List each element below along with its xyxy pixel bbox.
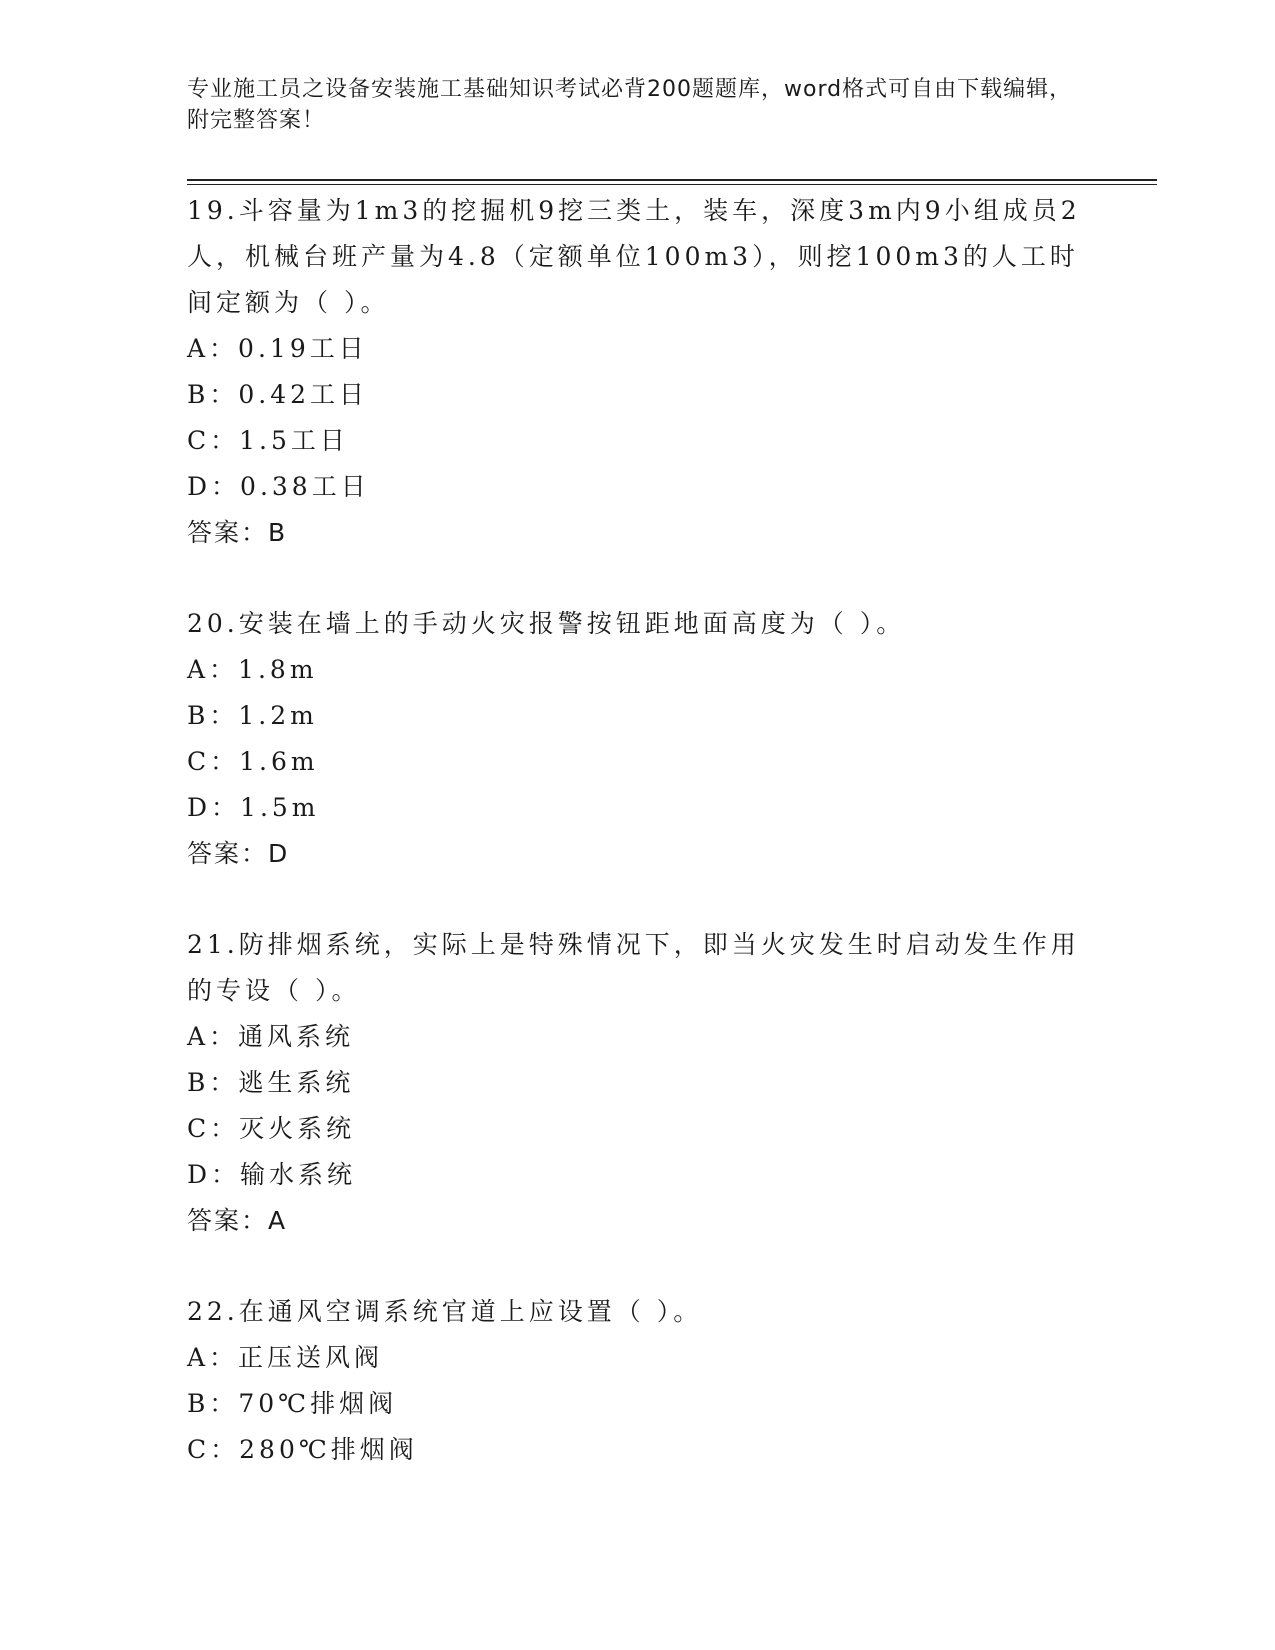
option-a: A：通风系统 <box>187 1022 355 1051</box>
answer-label: 答案：D <box>187 839 290 868</box>
header-rule-thin <box>187 184 1157 185</box>
option-c: C：1.6m <box>187 747 319 776</box>
option-a: A：正压送风阀 <box>187 1343 384 1372</box>
option-c: C：280℃排烟阀 <box>187 1435 418 1464</box>
question-19 <box>187 188 1087 556</box>
question-20 <box>187 601 1087 877</box>
document-header <box>187 74 1087 136</box>
option-a: A：0.19工日 <box>187 334 368 363</box>
question-stem: 20.安装在墙上的手动火灾报警按钮距地面高度为（ ）。 <box>187 609 906 638</box>
answer-label: 答案：A <box>187 1206 288 1235</box>
option-d: D：0.38工日 <box>187 472 370 501</box>
question-stem: 19.斗容量为1m3的挖掘机9挖三类土，装车，深度3m内9小组成员2人，机械台班产量为4.8（定额单位100m3），则挖100m3的人工时间定额为（ ）。 <box>187 196 1081 317</box>
question-stem: 21.防排烟系统，实际上是特殊情况下，即当火灾发生时启动发生作用的专设（ ）。 <box>187 930 1080 1005</box>
question-22 <box>187 1289 1087 1473</box>
question-21 <box>187 922 1087 1244</box>
option-d: D：1.5m <box>187 793 320 822</box>
question-stem: 22.在通风空调系统官道上应设置（ ）。 <box>187 1297 703 1326</box>
option-b: B：0.42工日 <box>187 380 369 409</box>
option-c: C：1.5工日 <box>187 426 349 455</box>
option-d: D：输水系统 <box>187 1160 357 1189</box>
option-b: B：70℃排烟阀 <box>187 1389 398 1418</box>
option-c: C：灭火系统 <box>187 1114 356 1143</box>
header-title: 专业施工员之设备安装施工基础知识考试必背200题题库，word格式可自由下载编辑，附完整答案！ <box>187 77 1073 133</box>
question-list <box>187 188 1087 1518</box>
answer-label: 答案：B <box>187 518 288 547</box>
option-b: B：1.2m <box>187 701 318 730</box>
header-rule-thick <box>187 179 1157 181</box>
option-a: A：1.8m <box>187 655 318 684</box>
option-b: B：逃生系统 <box>187 1068 355 1097</box>
